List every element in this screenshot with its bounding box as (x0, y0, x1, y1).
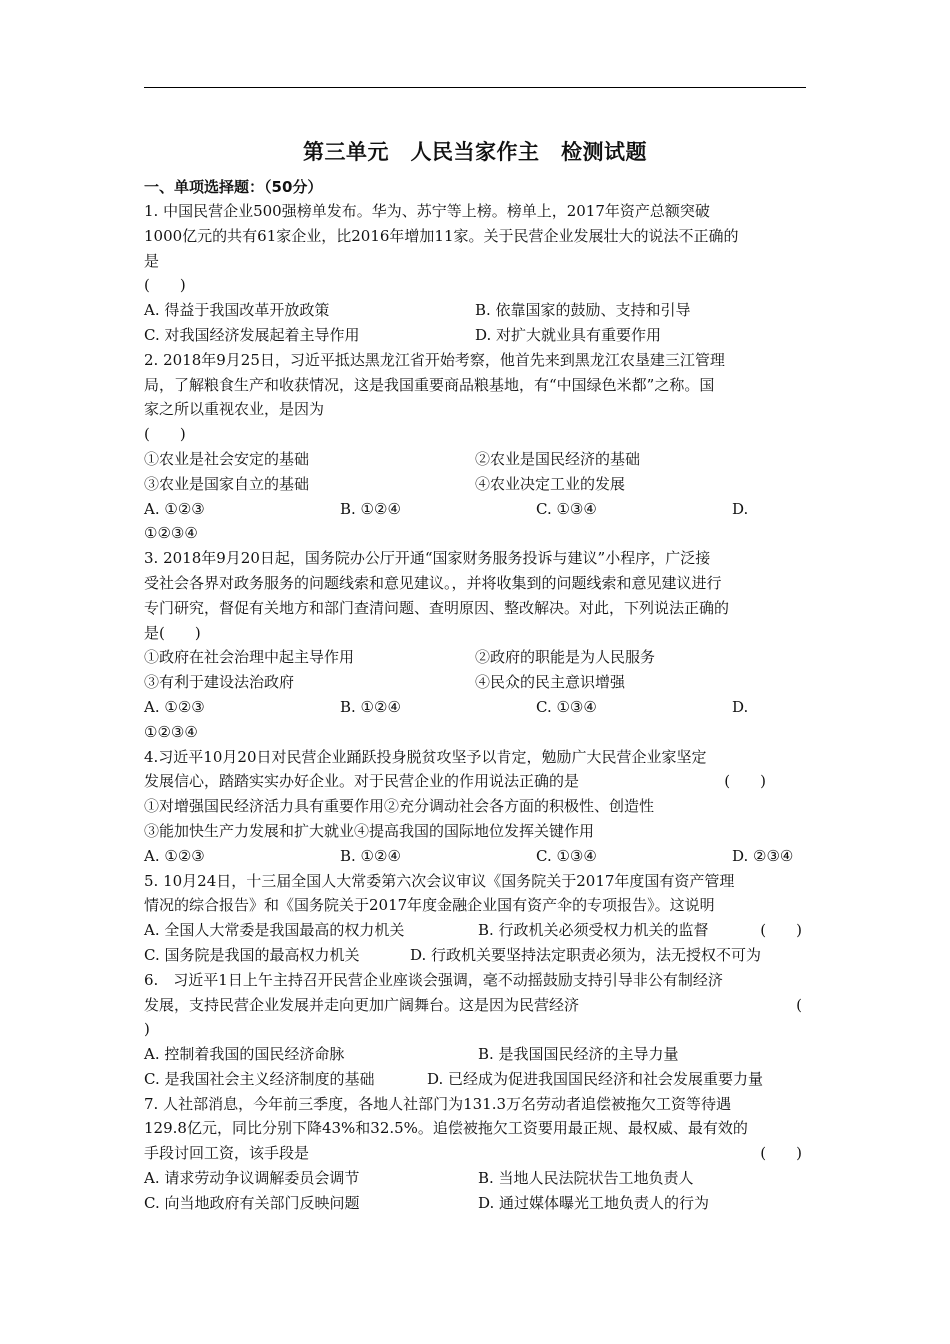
q1-option-a[interactable]: A. 得益于我国改革开放政策 (144, 301, 330, 320)
q4-stem-line: 发展信心，踏踏实实办好企业。对于民营企业的作用说法正确的是 (144, 772, 580, 791)
q7-option-b[interactable]: B. 当地人民法院状告工地负责人 (478, 1169, 694, 1188)
q7-stem-line: 手段讨回工资，该手段是 (144, 1144, 310, 1163)
q6-stem-line: 发展，支持民营企业发展并走向更加广阔舞台。这是因为民营经济 (144, 995, 580, 1014)
q7-stem-line: 129.8亿元，同比分别下降43%和32.5%。追偿被拖欠工资要用最正规、最权威、最有效的 (144, 1119, 748, 1138)
q2-item-2: ②农业是国民经济的基础 (475, 449, 641, 468)
q2-stem-line: 局，了解粮食生产和收获情况，这是我国重要商品粮基地，有“中国绿色米都”之称。国 (144, 375, 715, 394)
q2-item-3: ③农业是国家自立的基础 (144, 474, 310, 493)
q5-option-d[interactable]: D. 行政机关要坚持法定职责必须为，法无授权不可为 (410, 945, 762, 964)
q6-option-c[interactable]: C. 是我国社会主义经济制度的基础 (144, 1069, 375, 1088)
q3-item-3: ③有利于建设法治政府 (144, 673, 295, 692)
q4-answer-paren: ( ) (724, 772, 766, 791)
q3-item-2: ②政府的职能是为人民服务 (475, 648, 656, 667)
q5-answer-paren: ( ) (760, 921, 802, 940)
q3-item-1: ①政府在社会治理中起主导作用 (144, 648, 355, 667)
q2-option-b[interactable]: B. ①②④ (340, 499, 401, 518)
q2-option-c[interactable]: C. ①③④ (536, 499, 597, 518)
question-3 (144, 546, 806, 744)
q7-answer-paren: ( ) (760, 1144, 802, 1163)
q6-option-d[interactable]: D. 已经成为促进我国国民经济和社会发展重要力量 (427, 1069, 764, 1088)
header-rule (144, 87, 806, 88)
q3-stem-line: 3. 2018年9月20日起，国务院办公厅开通“国家财务服务投诉与建议”小程序，广泛接 (144, 549, 711, 568)
q4-item-row: ①对增强国民经济活力具有重要作用②充分调动社会各方面的积极性、创造性 (144, 797, 655, 816)
q3-stem-line: 是( ) (144, 623, 201, 642)
q2-option-d-text: ①②③④ (144, 524, 198, 543)
q1-option-d[interactable]: D. 对扩大就业具有重要作用 (475, 325, 662, 344)
q5-stem-line: 情况的综合报告》和《国务院关于2017年度金融企业国有资产伞的专项报告》。这说明 (144, 896, 715, 915)
q6-answer-paren-open: ( (796, 995, 802, 1014)
q4-item-row: ③能加快生产力发展和扩大就业④提高我国的国际地位发挥关键作用 (144, 821, 595, 840)
q4-option-b[interactable]: B. ①②④ (340, 846, 401, 865)
q4-stem-line: 4.习近平10月20日对民营企业踊跃投身脱贫攻坚予以肯定，勉励广大民营企业家坚定 (144, 747, 707, 766)
q2-stem-line: 2. 2018年9月25日，习近平抵达黑龙江省开始考察，他首先来到黑龙江农垦建三江管理 (144, 350, 725, 369)
q2-stem-line: 家之所以重视农业，是因为 (144, 400, 325, 419)
q7-option-c[interactable]: C. 向当地政府有关部门反映问题 (144, 1193, 360, 1212)
q5-option-a[interactable]: A. 全国人大常委是我国最高的权力机关 (144, 921, 405, 940)
q2-answer-paren: ( ) (144, 425, 186, 444)
q6-stem-line: 6. 习近平1日上午主持召开民营企业座谈会强调，毫不动摇鼓励支持引导非公有制经济 (144, 970, 723, 989)
question-4 (144, 745, 806, 869)
q3-option-b[interactable]: B. ①②④ (340, 697, 401, 716)
q1-answer-paren: ( ) (144, 276, 186, 295)
q3-option-d[interactable]: D. (732, 697, 749, 716)
q6-option-b[interactable]: B. 是我国国民经济的主导力量 (478, 1045, 679, 1064)
q7-stem-line: 7. 人社部消息，今年前三季度，各地人社部门为131.3万名劳动者追偿被拖欠工资等待遇 (144, 1094, 732, 1113)
q2-option-d[interactable]: D. (732, 499, 749, 518)
q3-stem-line: 专门研究，督促有关地方和部门查清问题、查明原因、整改解决。对此，下列说法正确的 (144, 598, 730, 617)
q2-item-1: ①农业是社会安定的基础 (144, 449, 310, 468)
question-5 (144, 869, 806, 968)
q2-option-a[interactable]: A. ①②③ (144, 499, 205, 518)
q6-answer-paren-close: ) (144, 1020, 150, 1039)
q7-option-a[interactable]: A. 请求劳动争议调解委员会调节 (144, 1169, 360, 1188)
q3-option-a[interactable]: A. ①②③ (144, 697, 205, 716)
page-title: 第三单元 人民当家作主 检测试题 (303, 140, 647, 164)
q5-stem-line: 5. 10月24日，十三届全国人大常委第六次会议审议《国务院关于2017年度国有资产管理 (144, 871, 735, 890)
question-2 (144, 348, 806, 546)
question-7 (144, 1092, 806, 1216)
question-1 (144, 199, 806, 348)
q1-option-b[interactable]: B. 依靠国家的鼓励、支持和引导 (475, 301, 691, 320)
q1-option-c[interactable]: C. 对我国经济发展起着主导作用 (144, 325, 360, 344)
q2-item-4: ④农业决定工业的发展 (475, 474, 626, 493)
q3-item-4: ④民众的民主意识增强 (475, 673, 626, 692)
question-6 (144, 968, 806, 1092)
q3-option-c[interactable]: C. ①③④ (536, 697, 597, 716)
q1-stem-line: 是 (144, 251, 160, 270)
q3-option-d-text: ①②③④ (144, 722, 198, 741)
q1-stem-line: 1000亿元的共有61家企业，比2016年增加11家。关于民营企业发展壮大的说法不正确的 (144, 226, 739, 245)
q1-stem-line: 1. 中国民营企业500强榜单发布。华为、苏宁等上榜。榜单上，2017年资产总额突破 (144, 202, 710, 220)
q4-option-a[interactable]: A. ①②③ (144, 846, 205, 865)
q5-option-b[interactable]: B. 行政机关必须受权力机关的监督 (478, 921, 709, 940)
q5-option-c[interactable]: C. 国务院是我国的最高权力机关 (144, 945, 360, 964)
q4-option-d[interactable]: D. ②③④ (732, 846, 794, 865)
q4-option-c[interactable]: C. ①③④ (536, 846, 597, 865)
q3-stem-line: 受社会各界对政务服务的问题线索和意见建议。，并将收集到的问题线索和意见建议进行 (144, 573, 722, 592)
q6-option-a[interactable]: A. 控制着我国的国民经济命脉 (144, 1045, 345, 1064)
question-list (144, 199, 806, 1216)
q7-option-d[interactable]: D. 通过媒体曝光工地负责人的行为 (478, 1193, 710, 1212)
section-heading: 一、单项选择题：（50分） (144, 178, 323, 196)
